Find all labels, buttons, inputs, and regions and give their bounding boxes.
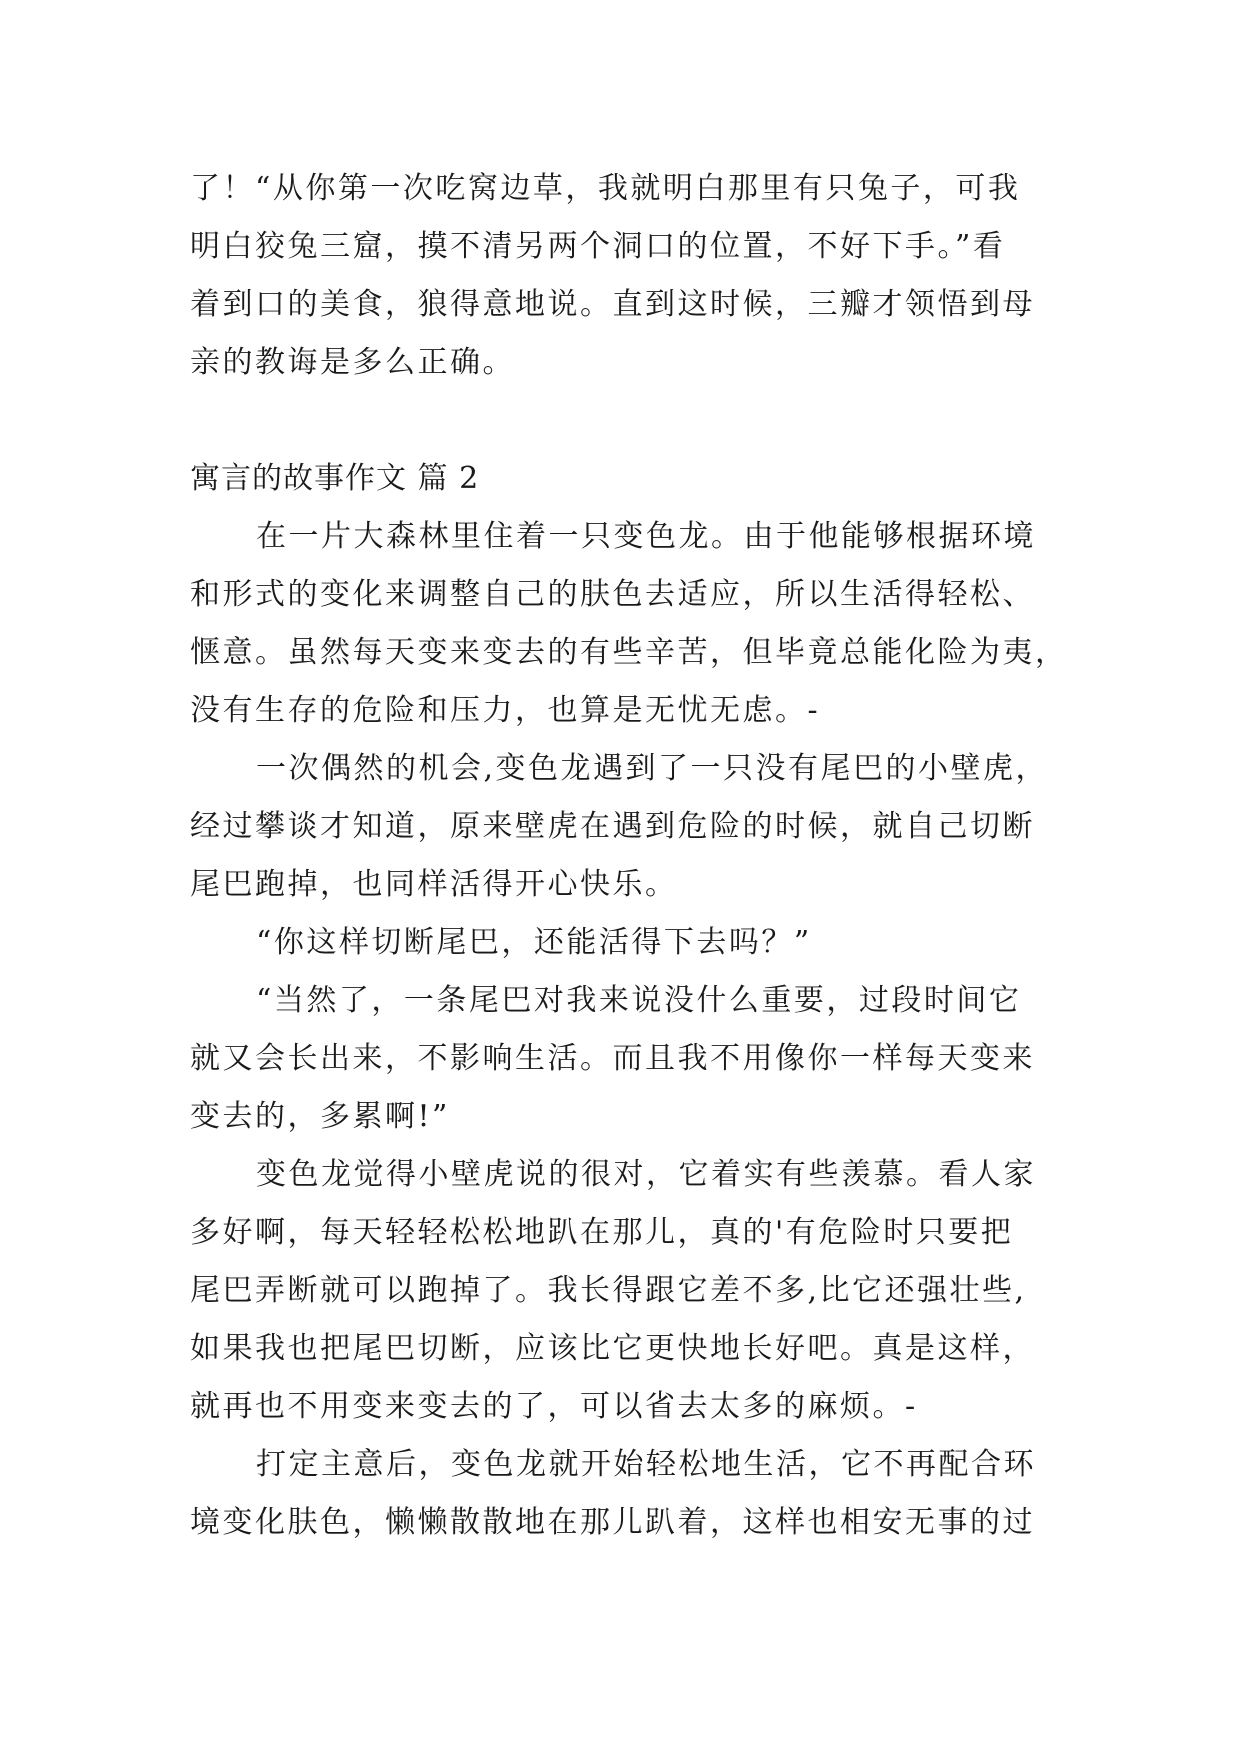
text-line: 尾巴跑掉，也同样活得开心快乐。 [190, 867, 678, 902]
text-line: 就又会长出来，不影响生活。而且我不用像你一样每天变来 [190, 1041, 1035, 1076]
text-line: 变去的，多累啊!” [190, 1099, 450, 1134]
text-line: 多好啊，每天轻轻松松地趴在那儿，真的'有危险时只要把 [190, 1215, 1014, 1250]
text-line: 境变化肤色，懒懒散散地在那儿趴着，这样也相安无事的过 [190, 1505, 1035, 1540]
section-heading: 寓言的故事作文 篇 2 [190, 461, 480, 496]
paragraph-3 [190, 914, 1050, 972]
intro-paragraph [190, 160, 1050, 392]
paragraph-4 [190, 972, 1050, 1146]
paragraph-5 [190, 1146, 1050, 1436]
text-line: “当然了，一条尾巴对我来说没什么重要，过段时间它 [256, 983, 1022, 1018]
text-line: 就再也不用变来变去的了，可以省去太多的麻烦。- [190, 1389, 918, 1424]
text-line: 着到口的美食，狼得意地说。直到这时候，三瓣才领悟到母 [190, 287, 1035, 322]
document-body [190, 160, 1068, 1552]
paragraph-gap [190, 392, 1050, 450]
text-line: 如果我也把尾巴切断，应该比它更快地长好吧。真是这样， [190, 1331, 1035, 1366]
text-line: 惬意。虽然每天变来变去的有些辛苦，但毕竟总能化险为夷， [190, 635, 1068, 670]
text-line: 变色龙觉得小壁虎说的很对，它着实有些羡慕。看人家 [256, 1157, 1036, 1192]
text-line: 了！“从你第一次吃窝边草，我就明白那里有只兔子，可我 [190, 171, 1021, 206]
text-line: 在一片大森林里住着一只变色龙。由于他能够根据环境 [256, 519, 1036, 554]
paragraph-6 [190, 1436, 1050, 1552]
text-line: 明白狡兔三窟，摸不清另两个洞口的位置，不好下手。”看 [190, 229, 1006, 264]
text-line: “你这样切断尾巴，还能活得下去吗？” [256, 925, 812, 960]
text-line: 经过攀谈才知道，原来壁虎在遇到危险的时候，就自己切断 [190, 809, 1035, 844]
text-line: 一次偶然的机会,变色龙遇到了一只没有尾巴的小壁虎， [256, 751, 1049, 786]
paragraph-2 [190, 740, 1050, 914]
text-line: 尾巴弄断就可以跑掉了。我长得跟它差不多,比它还强壮些, [190, 1273, 1027, 1308]
text-line: 亲的教诲是多么正确。 [190, 345, 515, 380]
paragraph-1 [190, 508, 1068, 740]
text-line: 没有生存的危险和压力，也算是无忧无虑。- [190, 693, 821, 728]
text-line: 打定主意后，变色龙就开始轻松地生活，它不再配合环 [256, 1447, 1036, 1482]
text-line: 和形式的变化来调整自己的肤色去适应，所以生活得轻松、 [190, 577, 1035, 612]
